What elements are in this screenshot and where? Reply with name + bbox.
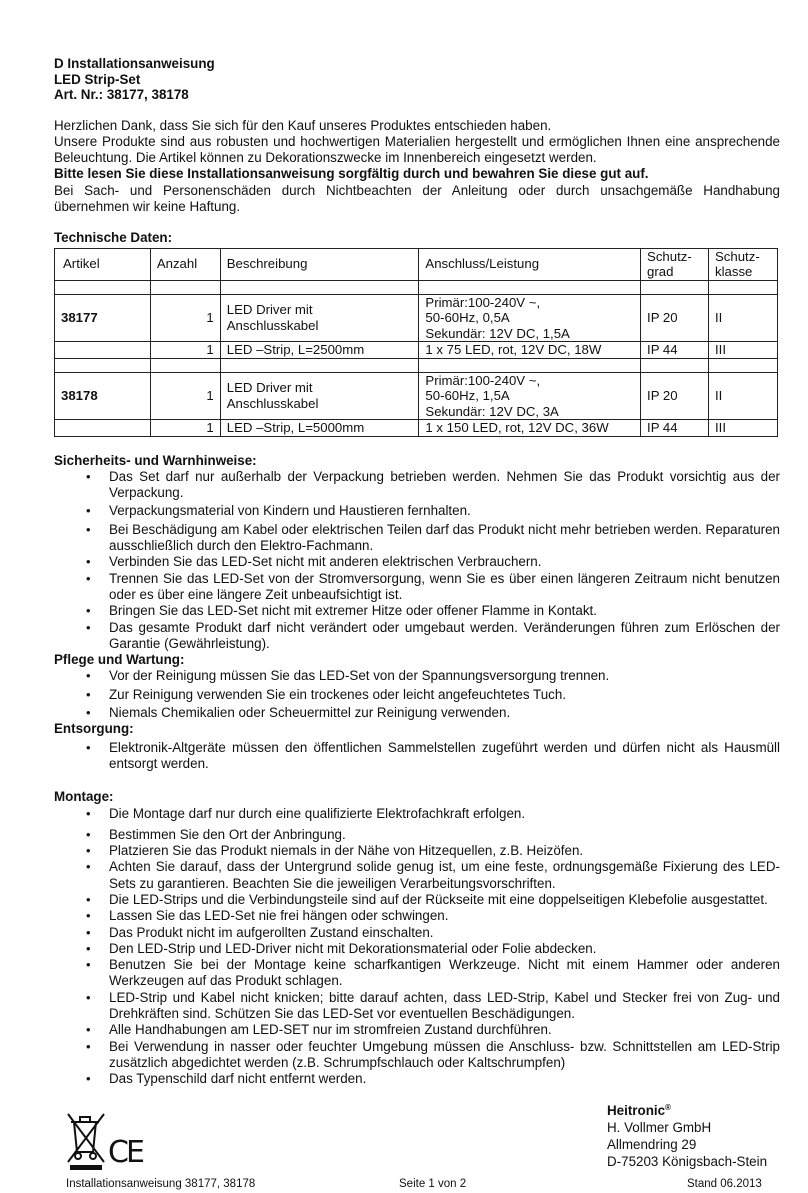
cell-beschreibung: LED –Strip, L=5000mm xyxy=(220,420,419,437)
cell-anzahl: 1 xyxy=(150,342,220,359)
document-header xyxy=(54,56,780,103)
bullet-icon: • xyxy=(86,503,91,519)
cell-artikel: 38177 xyxy=(55,294,151,342)
cell-schutzgrad: IP 44 xyxy=(641,420,709,437)
bullet-icon: • xyxy=(86,805,91,821)
list-item: • Das Set darf nur außerhalb der Verpackung betrieben werden. Nehmen Sie das Produkt vorsichtig aus der Verpackung. xyxy=(86,468,780,501)
care-title: Pflege und Wartung: xyxy=(54,652,185,668)
list-item: • Bringen Sie das LED-Set nicht mit extremer Hitze oder offener Flamme in Kontakt. xyxy=(86,603,597,619)
cell-anzahl: 1 xyxy=(150,294,220,342)
list-item: • Alle Handhabungen am LED-SET nur im stromfreien Zustand durchführen. xyxy=(86,1022,552,1038)
cell-artikel xyxy=(55,420,151,437)
intro-liability: Bei Sach- und Personenschäden durch Nichtbeachten der Anleitung oder durch unsachgemäße Handhabung übernehmen wir keine Haftung. xyxy=(54,182,780,214)
list-item: • Verbinden Sie das LED-Set nicht mit anderen elektrischen Verbrauchern. xyxy=(86,554,542,570)
bullet-icon: • xyxy=(86,686,91,702)
list-item: • Vor der Reinigung müssen Sie das LED-Set von der Spannungsversorgung trennen. xyxy=(86,668,610,684)
bullet-icon: • xyxy=(86,892,91,907)
cell-schutzklasse: III xyxy=(709,342,778,359)
bullet-icon: • xyxy=(86,705,91,721)
tech-table xyxy=(54,248,778,437)
safety-list xyxy=(54,469,780,652)
disposal-title: Entsorgung: xyxy=(54,721,134,737)
bullet-icon: • xyxy=(86,468,91,484)
bullet-icon: • xyxy=(86,1038,91,1054)
list-item: • Das Produkt nicht im aufgerollten Zustand einschalten. xyxy=(86,924,434,940)
cell-schutzgrad: IP 20 xyxy=(641,294,709,342)
cell-schutzklasse: II xyxy=(709,372,778,420)
list-item: • Verpackungsmaterial von Kindern und Haustieren fernhalten. xyxy=(86,503,471,519)
cell-anschluss: 1 x 75 LED, rot, 12V DC, 18W xyxy=(419,342,641,359)
disposal-list xyxy=(54,740,780,773)
bullet-icon: • xyxy=(86,940,91,956)
tech-title: Technische Daten: xyxy=(54,230,173,246)
list-item: • Zur Reinigung verwenden Sie ein trockenes oder leicht angefeuchtetes Tuch. xyxy=(86,686,567,702)
list-item: • Elektronik-Altgeräte müssen den öffentlichen Sammelstellen zugeführt werden und dürfen nicht als Hausmüll entsorgt werden. xyxy=(86,739,780,771)
compliance-marks xyxy=(66,1110,156,1180)
cell-anschluss: 1 x 150 LED, rot, 12V DC, 36W xyxy=(419,420,641,437)
company-name: Heitronic xyxy=(607,1103,666,1118)
cell-beschreibung: LED Driver mit Anschlusskabel xyxy=(220,372,419,420)
th-anzahl: Anzahl xyxy=(150,248,220,280)
cell-schutzgrad: IP 44 xyxy=(641,342,709,359)
cell-artikel xyxy=(55,342,151,359)
list-item: • Trennen Sie das LED-Set von der Stromversorgung, wenn Sie es über einen längeren Zeitraum nicht benutzen oder es über eine längere Zeit unbeaufsichtigt ist. xyxy=(86,570,780,602)
th-schutzklasse: Schutz- klasse xyxy=(709,248,778,280)
mounting-list xyxy=(54,806,780,1088)
care-section xyxy=(54,652,780,721)
registered-mark: ® xyxy=(665,1103,671,1112)
intro-products: Unsere Produkte sind aus robusten und hochwertigen Materialien hergestellt und ermöglichen Ihnen eine ansprechende Beleuchtung. Die Artikel können zu Dekorationszwecke im Innenbereich eingesetzt werden. xyxy=(54,133,780,166)
bullet-icon: • xyxy=(86,826,91,842)
footer-date: Stand 06.2013 xyxy=(687,1178,762,1190)
company-line2: Allmendring 29 xyxy=(607,1137,697,1152)
intro-section xyxy=(54,118,780,216)
list-item: • LED-Strip und Kabel nicht knicken; bitte darauf achten, dass LED-Strip, Kabel und Stecker frei von Zug- und Drehkräften sind. Schützen Sie das LED-Set vor eventuellen Beschädigungen. xyxy=(86,989,780,1022)
table-row xyxy=(55,294,778,342)
list-item: • Das gesamte Produkt darf nicht verändert oder umgebaut werden. Veränderungen führen zum Erlöschen der Garantie (Gewährleistung). xyxy=(86,619,780,651)
cell-anschluss: Primär:100-240V ~, 50-60Hz, 0,5A Sekundär: 12V DC, 1,5A xyxy=(419,294,641,342)
bullet-icon: • xyxy=(86,603,91,619)
bullet-icon: • xyxy=(86,1022,91,1038)
cell-schutzgrad: IP 20 xyxy=(641,372,709,420)
doc-title: D Installationsanweisung xyxy=(54,56,215,71)
list-item: • Platzieren Sie das Produkt niemals in der Nähe von Hitzequellen, z.B. Heizöfen. xyxy=(86,843,584,859)
bullet-icon: • xyxy=(86,957,91,973)
care-list xyxy=(54,668,780,721)
bullet-icon: • xyxy=(86,739,91,755)
list-item: • Bestimmen Sie den Ort der Anbringung. xyxy=(86,826,346,842)
bullet-icon: • xyxy=(86,619,91,635)
cell-schutzklasse: III xyxy=(709,420,778,437)
intro-thanks: Herzlichen Dank, dass Sie sich für den Kauf unseres Produktes entschieden haben. xyxy=(54,117,552,133)
cell-artikel: 38178 xyxy=(55,372,151,420)
list-item: • Achten Sie darauf, dass der Untergrund solide genug ist, um eine feste, ordnungsgemäße Fixierung des LED-Sets zu garantieren. Beachten Sie die jeweiligen Verarbeitungsvorschriften. xyxy=(86,859,780,891)
list-item: • Den LED-Strip und LED-Driver nicht mit Dekorationsmaterial oder Folie abdecken. xyxy=(86,940,597,956)
bullet-icon: • xyxy=(86,1071,91,1087)
safety-title: Sicherheits- und Warnhinweise: xyxy=(54,452,257,468)
cell-beschreibung: LED –Strip, L=2500mm xyxy=(220,342,419,359)
list-item: • Lassen Sie das LED-Set nie frei hängen oder schwingen. xyxy=(86,908,449,924)
mounting-section xyxy=(54,789,780,1087)
company-line1: H. Vollmer GmbH xyxy=(607,1120,712,1135)
th-beschreibung: Beschreibung xyxy=(220,248,419,280)
th-schutzgrad: Schutz- grad xyxy=(641,248,709,280)
footer-page-number: Seite 1 von 2 xyxy=(399,1178,467,1190)
bullet-icon: • xyxy=(86,924,91,940)
tech-header-row xyxy=(55,248,778,280)
list-item: • Niemals Chemikalien oder Scheuermittel zur Reinigung verwenden. xyxy=(86,705,511,721)
cell-beschreibung: LED Driver mit Anschlusskabel xyxy=(220,294,419,342)
table-spacer-row xyxy=(55,280,778,294)
list-item: • Die LED-Strips und die Verbindungsteile sind auf der Rückseite mit eine doppelseitigen Klebefolie ausgestattet. xyxy=(86,892,768,907)
bullet-icon: • xyxy=(86,521,91,537)
table-row xyxy=(55,420,778,437)
list-item: • Bei Beschädigung am Kabel oder elektrischen Teilen darf das Produkt nicht mehr betrieben werden. Reparaturen ausschließlich durch den Elektro-Fachmann. xyxy=(86,521,780,554)
th-anschluss: Anschluss/Leistung xyxy=(419,248,641,280)
table-spacer-row xyxy=(55,358,778,372)
list-item: • Die Montage darf nur durch eine qualifizierte Elektrofachkraft erfolgen. xyxy=(86,805,526,821)
disposal-section xyxy=(54,721,780,772)
cell-anschluss: Primär:100-240V ~, 50-60Hz, 1,5A Sekundär: 12V DC, 3A xyxy=(419,372,641,420)
bullet-icon: • xyxy=(86,908,91,924)
bullet-icon: • xyxy=(86,554,91,570)
intro-read-notice: Bitte lesen Sie diese Installationsanweisung sorgfältig durch und bewahren Sie diese gut auf. xyxy=(54,166,649,182)
footer-doc-name: Installationsanweisung 38177, 38178 xyxy=(66,1178,256,1190)
safety-section xyxy=(54,453,780,653)
bullet-icon: • xyxy=(86,989,91,1005)
bullet-icon: • xyxy=(86,570,91,586)
tech-section xyxy=(54,230,780,436)
list-item: • Das Typenschild darf nicht entfernt werden. xyxy=(86,1071,367,1087)
cell-anzahl: 1 xyxy=(150,420,220,437)
bullet-icon: • xyxy=(86,843,91,859)
ce-mark: CE xyxy=(108,1135,142,1170)
table-row xyxy=(55,372,778,420)
table-row xyxy=(55,342,778,359)
bullet-icon: • xyxy=(86,859,91,875)
cell-anzahl: 1 xyxy=(150,372,220,420)
list-item: • Bei Verwendung in nasser oder feuchter Umgebung müssen die Anschluss- bzw. Schnittstellen am LED-Strip zusätzlich abgedichtet werden (z.B. Schrumpfschlauch oder Kaltschrumpfen) xyxy=(86,1038,780,1070)
bullet-icon: • xyxy=(86,668,91,684)
product-name: LED Strip-Set xyxy=(54,71,141,87)
mounting-title: Montage: xyxy=(54,789,114,805)
company-address xyxy=(607,1102,767,1170)
article-numbers: Art. Nr.: 38177, 38178 xyxy=(54,87,189,102)
th-artikel: Artikel xyxy=(55,248,151,280)
document-page xyxy=(54,56,780,1088)
company-line3: D-75203 Königsbach-Stein xyxy=(607,1154,768,1169)
list-item: • Benutzen Sie bei der Montage keine scharfkantigen Werkzeuge. Nicht mit einem Hammer oder anderen Werkzeugen auf das Produkt schlagen. xyxy=(86,957,780,989)
cell-schutzklasse: II xyxy=(709,294,778,342)
